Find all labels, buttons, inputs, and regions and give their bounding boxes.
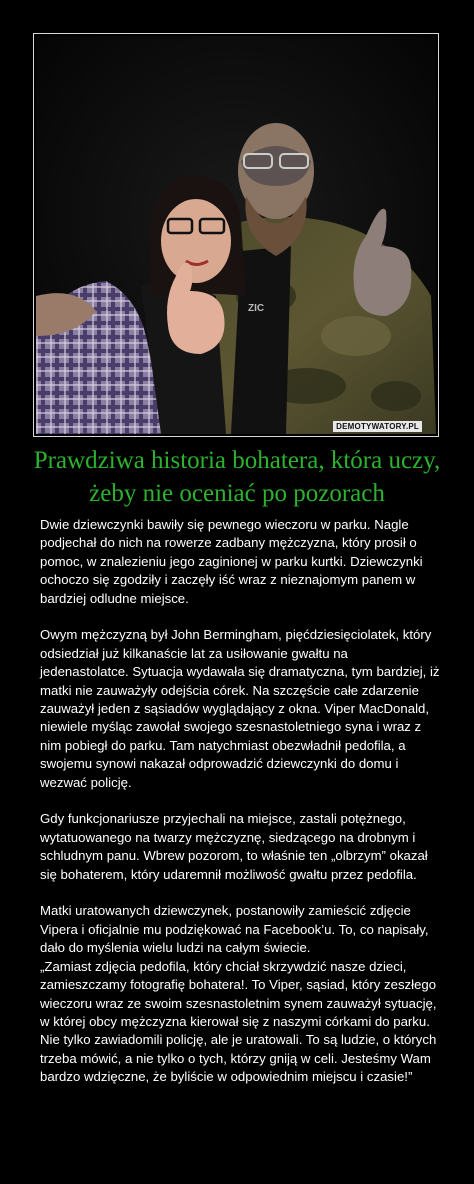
paragraph-4: Matki uratowanych dziewczynek, postanowiły zamieścić zdjęcie Vipera i oficjalnie mu podziękować na Facebook’u. To, co napisały, dało do myślenia wielu ludzi na całym świecie. — [40, 903, 429, 956]
poster-title: Prawdziwa historia bohatera, która uczy, żeby nie oceniać po pozorach — [33, 447, 441, 507]
photo-illustration — [36, 36, 436, 434]
site-watermark: DEMOTYWATORY.PL — [333, 421, 422, 432]
photo-frame — [33, 33, 439, 437]
poster-photo — [36, 36, 436, 434]
paragraph-5: „Zamiast zdjęcia pedofila, który chciał skrzywdzić nasze dzieci, zamieszczamy fotografię bohatera!. To Viper, sąsiad, który zeszłego wieczoru wraz ze swoim szesnastoletnim synem zauważył sytuację, w której obcy mężczyzna kierował się z naszymi córkami do parku. Nie tylko zawiadomili policję, ale je uratowali. To są ludzie, o których trzeba mówić, a nie tylko o tych, którzy gniją w celi. Jesteśmy Wam bardzo wdzięczne, że byliście w odpowiednim miejscu i czasie!” — [40, 958, 437, 1085]
paragraph-3: Gdy funkcjonariusze przyjechali na miejsce, zastali potężnego, wytatuowanego na twarzy mężczyznę, siedzącego na drobnym i schludnym panu. Wbrew pozorom, to właśnie ten „olbrzym” okazał się bohaterem, który udaremnił możliwość gwałtu przez pedofila. — [40, 811, 428, 882]
paragraph-1: Dwie dziewczynki bawiły się pewnego wieczoru w parku. Nagle podjechał do nich na rowerze zadbany mężczyzna, który prosił o pomoc, w znalezieniu jego zaginionej w parku kurtki. Dziewczynki ochoczo się zgodziły i zaczęły iść wraz z nieznajomym panem w bardziej odludne miejsce. — [40, 517, 423, 606]
poster-body — [40, 516, 440, 1087]
paragraph-2: Owym mężczyzną był John Bermingham, pięćdziesięciolatek, który odsiedział już kilkanaście lat za usiłowanie gwałtu na jedenastolatce. Sytuacja wydawała się dramatyczna, tym bardziej, iż matki nie zauważyły odejścia córek. Na szczęście całe zdarzenie zauważył jeden z sąsiadów wyglądający z okna. Viper MacDonald, niewiele myśląc zawołał swojego szesnastoletniego syna i wraz z nim pobiegł do parku. Tam natychmiast obezwładnił pedofila, a swojemu synowi nakazał odprowadzić dziewczynki do domu i wezwać policję. — [40, 627, 440, 790]
svg-text:ZIC: ZIC — [248, 303, 265, 314]
